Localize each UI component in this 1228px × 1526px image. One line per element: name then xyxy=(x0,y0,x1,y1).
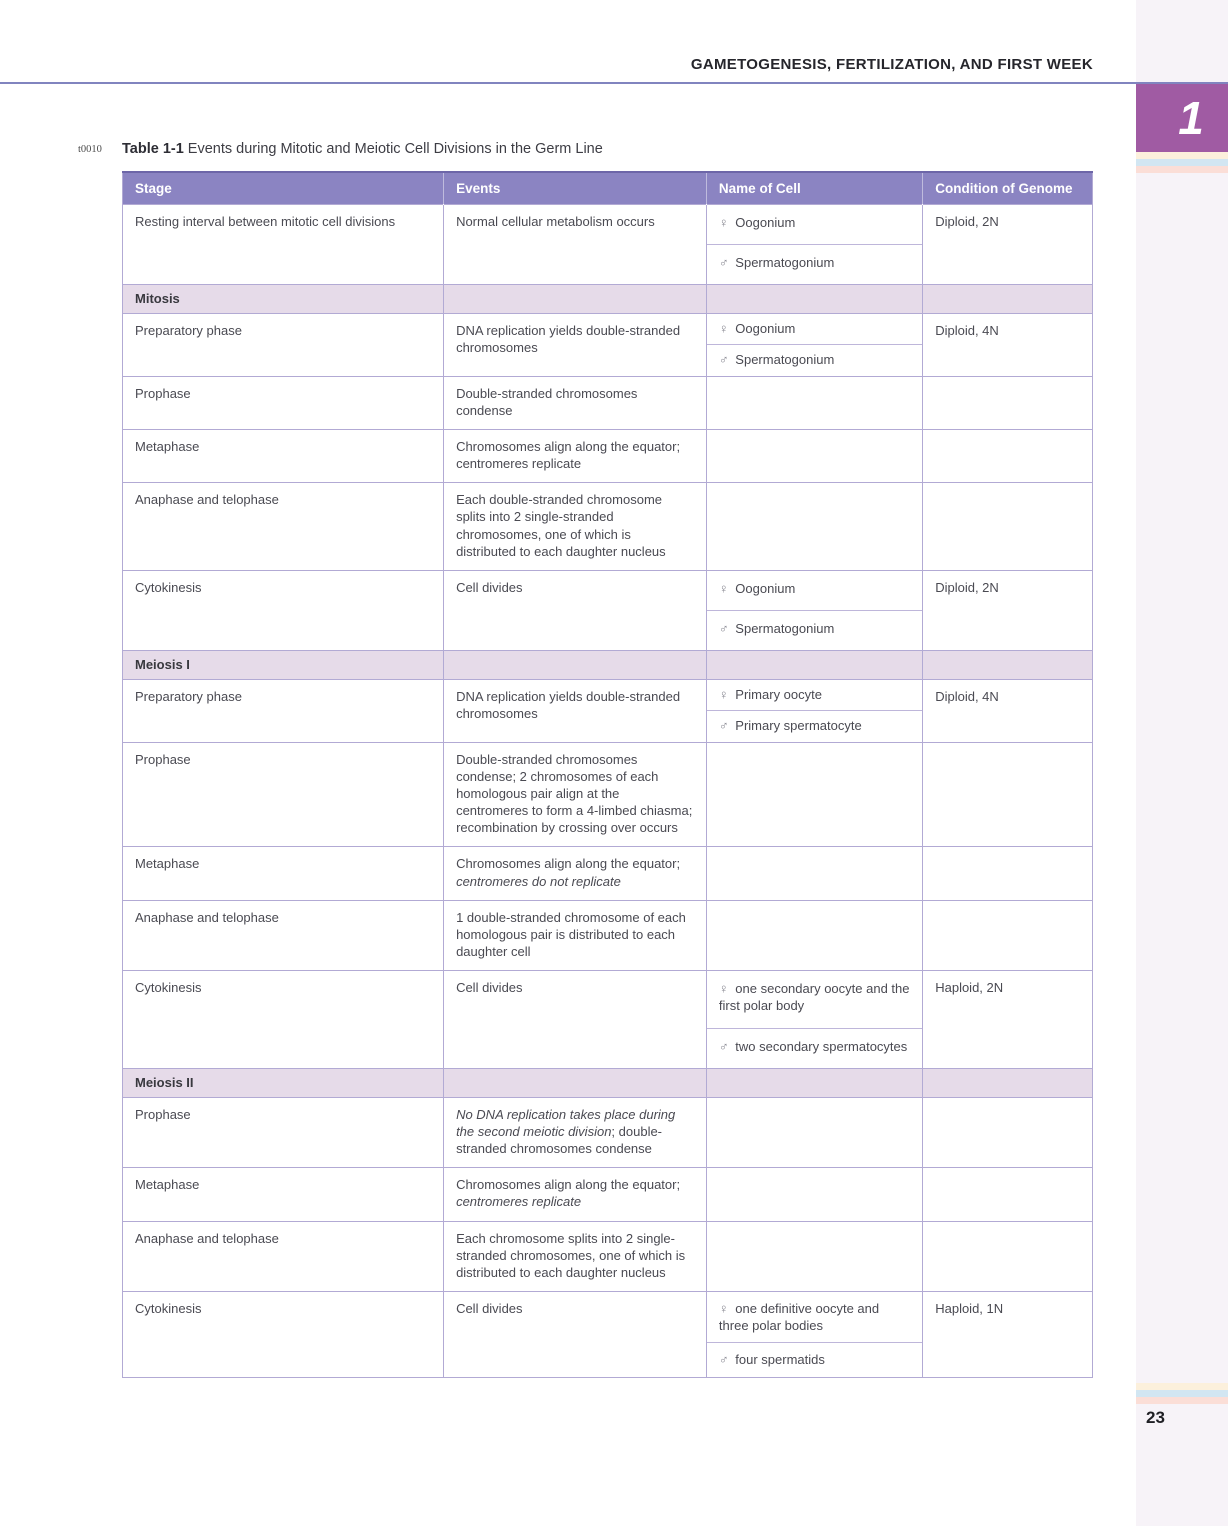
header-stage: Stage xyxy=(123,172,444,204)
stage-cell: Anaphase and telophase xyxy=(123,1221,444,1291)
name-of-cell-cell xyxy=(706,1097,922,1167)
table-caption xyxy=(122,141,603,157)
name-of-cell-cell xyxy=(706,847,922,900)
stage-cell: Anaphase and telophase xyxy=(123,483,444,571)
events-cell: DNA replication yields double-stranded chromosomes xyxy=(444,314,707,376)
genome-cell: Diploid, 4N xyxy=(923,680,1093,742)
table-caption-label: Table 1-1 xyxy=(122,141,184,157)
chapter-number-tab: 1 xyxy=(1136,84,1228,152)
events-text: Chromosomes align along the equator; xyxy=(456,1177,681,1193)
table-row xyxy=(123,483,1093,571)
header-events: Events xyxy=(444,172,707,204)
male-icon: ♂ xyxy=(718,1352,729,1368)
page-number: 23 xyxy=(1146,1408,1165,1427)
female-icon: ♀ xyxy=(718,214,729,230)
male-icon: ♂ xyxy=(718,1038,729,1054)
genome-cell xyxy=(923,1221,1093,1291)
section-label: Mitosis xyxy=(123,285,444,314)
cell-name: Oogonium xyxy=(735,580,796,596)
stage-cell: Preparatory phase xyxy=(123,680,444,742)
female-icon: ♀ xyxy=(718,1301,729,1317)
table-row xyxy=(123,1292,1093,1377)
stage-cell: Cytokinesis xyxy=(123,1292,444,1377)
genome-cell xyxy=(923,429,1093,482)
page-margin-band xyxy=(1136,0,1228,1526)
genome-cell xyxy=(923,376,1093,429)
table-row xyxy=(123,204,1093,284)
male-cell-entry xyxy=(707,1028,922,1068)
stage-cell: Prophase xyxy=(123,742,444,847)
cell-name: Primary oocyte xyxy=(735,687,822,703)
events-cell: Cell divides xyxy=(444,1292,707,1377)
female-cell-entry xyxy=(707,571,922,610)
name-of-cell-cell xyxy=(706,1221,922,1291)
female-icon: ♀ xyxy=(718,687,729,703)
deco-stripe-cream-bottom xyxy=(1136,1383,1228,1390)
running-head: GAMETOGENESIS, FERTILIZATION, AND FIRST WEEK xyxy=(690,56,1093,73)
female-cell-entry xyxy=(707,314,922,344)
female-icon: ♀ xyxy=(718,580,729,596)
table-row xyxy=(123,1097,1093,1167)
events-cell: 1 double-stranded chromosome of each homologous pair is distributed to each daughter cell xyxy=(444,900,707,970)
cell-name: four spermatids xyxy=(735,1352,825,1368)
events-text-italic: centromeres replicate xyxy=(456,1194,582,1210)
section-row-meiosis-1 xyxy=(123,651,1093,680)
events-cell: Each chromosome splits into 2 single-stranded chromosomes, one of which is distributed to each daughter nucleus xyxy=(444,1221,707,1291)
events-cell: Double-stranded chromosomes condense; 2 chromosomes of each homologous pair align at the centromeres to form a 4-limbed chiasma; recombination by crossing over occurs xyxy=(444,742,707,847)
events-text: Chromosomes align along the equator; xyxy=(456,856,681,872)
name-of-cell-cell xyxy=(706,680,922,742)
cell-name: Oogonium xyxy=(735,214,796,230)
name-of-cell-cell xyxy=(706,314,922,376)
events-cell: Cell divides xyxy=(444,570,707,650)
table-row xyxy=(123,1221,1093,1291)
cell-division-table xyxy=(122,171,1093,1378)
cell-name: Primary spermatocyte xyxy=(735,718,862,734)
male-cell-entry xyxy=(707,344,922,375)
table-row xyxy=(123,570,1093,650)
female-cell-entry xyxy=(707,971,922,1027)
name-of-cell-cell xyxy=(706,742,922,847)
events-cell xyxy=(444,1168,707,1221)
events-text: ; double-stranded chromosomes condense xyxy=(456,1123,663,1157)
genome-cell xyxy=(923,742,1093,847)
name-of-cell-cell xyxy=(706,1292,922,1377)
table-caption-text: Events during Mitotic and Meiotic Cell Divisions in the Germ Line xyxy=(187,141,603,157)
genome-cell xyxy=(923,1097,1093,1167)
table-row xyxy=(123,847,1093,900)
events-cell: Each double-stranded chromosome splits into 2 single-stranded chromosomes, one of which is distributed to each daughter nucleus xyxy=(444,483,707,571)
events-cell: Double-stranded chromosomes condense xyxy=(444,376,707,429)
genome-cell: Haploid, 1N xyxy=(923,1292,1093,1377)
name-of-cell-cell xyxy=(706,204,922,284)
table-row xyxy=(123,1168,1093,1221)
deco-stripe-salmon-bottom xyxy=(1136,1397,1228,1404)
header-condition-of-genome: Condition of Genome xyxy=(923,172,1093,204)
name-of-cell-cell xyxy=(706,429,922,482)
cell-name: two secondary spermatocytes xyxy=(735,1038,908,1054)
stage-cell: Prophase xyxy=(123,376,444,429)
stage-cell: Prophase xyxy=(123,1097,444,1167)
cell-name: Spermatogonium xyxy=(735,352,835,368)
stage-cell: Preparatory phase xyxy=(123,314,444,376)
female-cell-entry xyxy=(707,205,922,244)
genome-cell: Diploid, 2N xyxy=(923,570,1093,650)
genome-cell xyxy=(923,847,1093,900)
name-of-cell-cell xyxy=(706,570,922,650)
events-cell xyxy=(444,1097,707,1167)
name-of-cell-cell xyxy=(706,900,922,970)
male-cell-entry xyxy=(707,1342,922,1376)
male-icon: ♂ xyxy=(718,718,729,734)
section-label: Meiosis II xyxy=(123,1068,444,1097)
section-label: Meiosis I xyxy=(123,651,444,680)
genome-cell: Diploid, 2N xyxy=(923,204,1093,284)
stage-cell: Anaphase and telophase xyxy=(123,900,444,970)
genome-cell xyxy=(923,483,1093,571)
events-cell: Cell divides xyxy=(444,971,707,1068)
deco-stripe-blue-top xyxy=(1136,159,1228,166)
table-row xyxy=(123,742,1093,847)
male-cell-entry xyxy=(707,610,922,650)
stage-cell: Metaphase xyxy=(123,847,444,900)
cell-name: Oogonium xyxy=(735,321,796,337)
header-name-of-cell: Name of Cell xyxy=(706,172,922,204)
cell-name: one definitive oocyte and three polar bodies xyxy=(718,1301,880,1334)
female-cell-entry xyxy=(707,1292,922,1342)
cell-name: Spermatogonium xyxy=(735,621,835,636)
section-row-meiosis-2 xyxy=(123,1068,1093,1097)
deco-stripe-cream-top xyxy=(1136,152,1228,159)
male-cell-entry xyxy=(707,244,922,284)
table-row xyxy=(123,971,1093,1068)
table-row xyxy=(123,314,1093,376)
stage-cell: Metaphase xyxy=(123,429,444,482)
events-text-italic: No DNA replication takes place during the second meiotic division xyxy=(456,1106,676,1139)
name-of-cell-cell xyxy=(706,971,922,1068)
table-row xyxy=(123,429,1093,482)
header-rule xyxy=(0,82,1228,84)
male-icon: ♂ xyxy=(718,621,729,636)
genome-cell: Diploid, 4N xyxy=(923,314,1093,376)
table-row xyxy=(123,900,1093,970)
section-row-mitosis xyxy=(123,285,1093,314)
genome-cell: Haploid, 2N xyxy=(923,971,1093,1068)
table-header-row xyxy=(123,172,1093,204)
margin-tag: t0010 xyxy=(78,144,102,155)
stage-cell: Resting interval between mitotic cell divisions xyxy=(123,204,444,284)
cell-name: Spermatogonium xyxy=(735,254,835,270)
deco-stripe-blue-bottom xyxy=(1136,1390,1228,1397)
deco-stripe-salmon-top xyxy=(1136,166,1228,173)
male-cell-entry xyxy=(707,710,922,741)
name-of-cell-cell xyxy=(706,1168,922,1221)
cell-name-wrap xyxy=(719,1038,910,1055)
events-cell xyxy=(444,847,707,900)
table-row xyxy=(123,376,1093,429)
cell-name: one secondary oocyte and the first polar body xyxy=(718,981,910,1014)
stage-cell: Cytokinesis xyxy=(123,570,444,650)
name-of-cell-cell xyxy=(706,376,922,429)
male-icon: ♂ xyxy=(718,352,729,368)
events-cell: DNA replication yields double-stranded chromosomes xyxy=(444,680,707,742)
table-row xyxy=(123,680,1093,742)
stage-cell: Metaphase xyxy=(123,1168,444,1221)
name-of-cell-cell xyxy=(706,483,922,571)
genome-cell xyxy=(923,900,1093,970)
female-cell-entry xyxy=(707,680,922,710)
events-cell: Chromosomes align along the equator; centromeres replicate xyxy=(444,429,707,482)
female-icon: ♀ xyxy=(718,981,729,997)
events-cell: Normal cellular metabolism occurs xyxy=(444,204,707,284)
female-icon: ♀ xyxy=(718,321,729,337)
genome-cell xyxy=(923,1168,1093,1221)
male-icon: ♂ xyxy=(718,254,729,270)
events-text-italic: centromeres do not replicate xyxy=(456,873,621,889)
stage-cell: Cytokinesis xyxy=(123,971,444,1068)
